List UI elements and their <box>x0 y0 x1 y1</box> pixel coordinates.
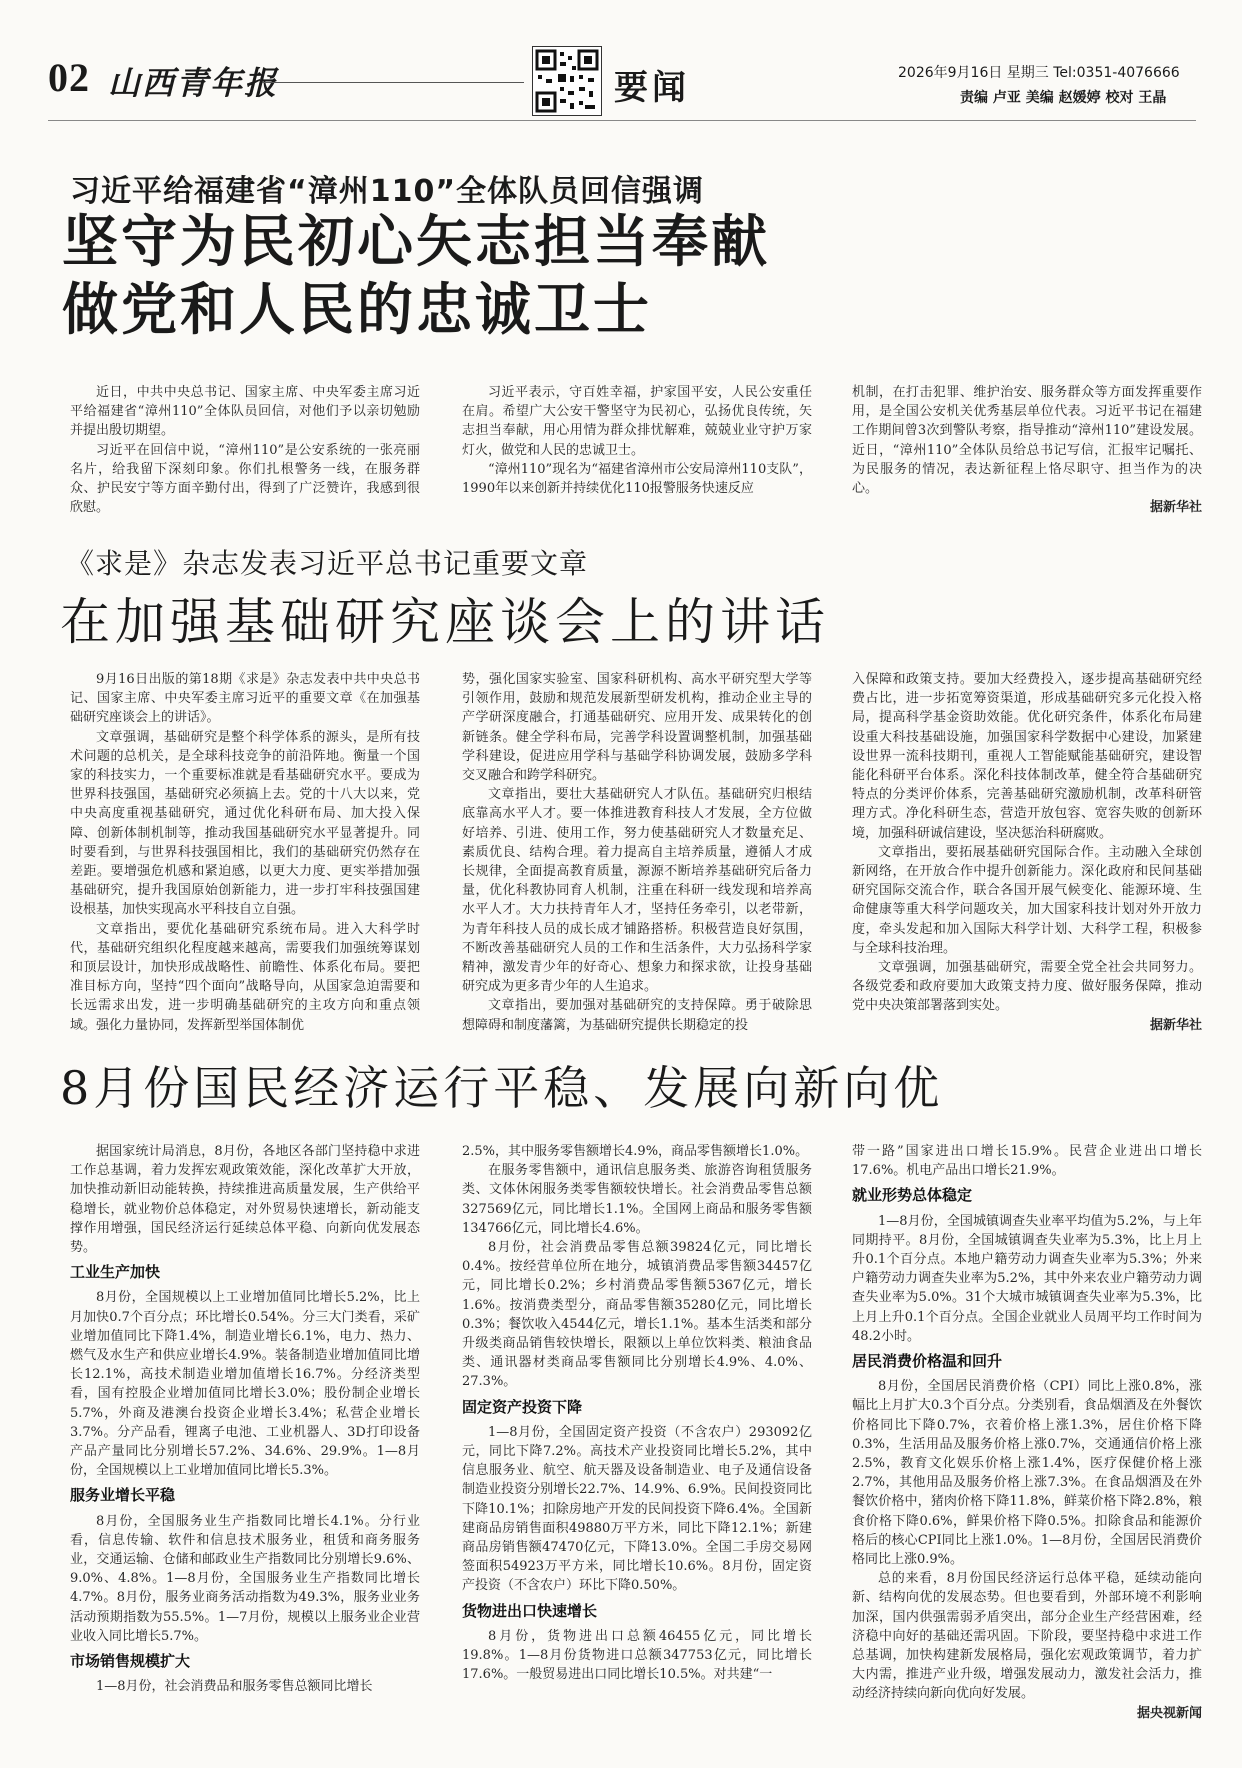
paragraph: 1—8月份，社会消费品和服务零售总额同比增长 <box>96 1679 373 1695</box>
date-phone-line: 2026年9月16日 星期三 Tel:0351-4076666 <box>898 65 1180 81</box>
paragraph: 2.5%，其中服务零售额增长4.9%，商品零售额增长1.0%。 <box>462 1144 809 1159</box>
article1-column-1 <box>70 383 420 517</box>
subheading-trade: 货物进出口快速增长 <box>462 1601 598 1620</box>
paragraph: 1—8月份，全国城镇调查失业率平均值为5.2%，与上年同期持平。8月份，全国城镇调查失业率为5.3%，比上月上升0.1个百分点。本地户籍劳动力调查失业率为5.3%；外来户籍劳动力调查失业率为5.2%，其中外来农业户籍劳动力调查失业率为5.0%。31个大城市城镇调查失业率为5.3%，比上月上升0.1个百分点。全国企业就业人员周平均工作时间为48.2小时。 <box>852 1213 1202 1344</box>
article1-headline-line2: 做党和人民的忠诚卫士 <box>62 277 652 343</box>
paragraph: 文章指出，要加强对基础研究的支持保障。勇于破除思想障碍和制度藩篱，为基础研究提供长期稳定的投 <box>462 998 812 1033</box>
paragraph: 1—8月份，全国固定资产投资（不含农户）293092亿元，同比下降7.2%。高技术产业投资同比增长5.2%，其中信息服务业、航空、航天器及设备制造业、电子及通信设备制造业投资分别增长22.7%、14.9%、6.9%。民间投资同比下降10.1%；扣除房地产开发的民间投资下降6.4%。全国新建商品房销售面积49880万平方米，同比下降12.1%；新建商品房销售额47470亿元，下降13.0%。全国二手房交易网签面积54923万平方米，同比增长10.6%。8月份，固定资产投资（不含农户）环比下降0.50%。 <box>462 1424 812 1594</box>
paragraph: 8月份，全国服务业生产指数同比增长4.1%。分行业看，信息传输、软件和信息技术服务业，租赁和商务服务业，交通运输、仓储和邮政业生产指数同比分别增长9.6%、9.0%、4.8%。1—8月份，全国服务业生产指数同比增长4.7%。8月份，服务业商务活动指数为49.3%，服务业业务活动预期指数为55.5%。1—7月份，规模以上服务业企业营业收入同比增长5.7%。 <box>70 1513 420 1644</box>
article1-column-2 <box>462 383 812 498</box>
subheading-retail: 市场销售规模扩大 <box>70 1652 191 1671</box>
paragraph: 文章指出，要壮大基础研究人才队伍。基础研究归根结底靠高水平人才。要一体推进教育科技人才发展，全方位做好培养、引进、使用工作，努力使基础研究人才数量充足、素质优良、结构合理。着力提高自主培养质量，遵循人才成长规律，全面提高教育质量，源源不断培养基础研究后备力量，优化科教协同育人机制，注重在科研一线发现和培养高水平人才。大力扶持青年人才，坚持任务牵引，以老带新，为青年科技人员的成长成才铺路搭桥。积极营造良好氛围，不断改善基础研究人员的工作和生活条件，大力弘扬科学家精神，激发青少年的好奇心、想象力和探求欲，让投身基础研究成为更多青少年的人生追求。 <box>462 787 812 995</box>
paragraph: 文章强调，加强基础研究，需要全党全社会共同努力。各级党委和政府要加大政策支持力度、做好服务保障，推动党中央决策部署落到实处。 <box>852 960 1202 1014</box>
subheading-prices: 居民消费价格温和回升 <box>852 1352 1003 1371</box>
article1-headline <box>62 208 770 344</box>
paragraph: 8月份，社会消费品零售总额39824亿元，同比增长0.4%。按经营单位所在地分，城镇消费品零售额34457亿元，同比增长0.2%；乡村消费品零售额5367亿元，增长1.6%。按消费类型分，商品零售额35280亿元，同比增长0.3%；餐饮收入4544亿元，增长1.1%。基本生活类和部分升级类商品销售较快增长，限额以上单位饮料类、粮油食品类、通讯器材类商品零售额同比分别增长4.9%、4.0%、27.3%。 <box>462 1240 812 1390</box>
article1-column-3 <box>852 383 1202 517</box>
paragraph: 9月16日出版的第18期《求是》杂志发表中共中央总书记、国家主席、中央军委主席习近平的重要文章《在加强基础研究座谈会上的讲话》。 <box>70 672 420 726</box>
paragraph: 近日，中共中央总书记、国家主席、中央军委主席习近平给福建省“漳州110”全体队员回信，对他们予以亲切勉励并提出殷切期望。 <box>70 385 420 439</box>
article2-headline: 在加强基础研究座谈会上的讲话 <box>60 593 830 651</box>
paragraph: 势，强化国家实验室、国家科研机构、高水平研究型大学等引领作用，鼓励和规范发展新型研发机构，推动企业主导的产学研深度融合，打通基础研究、应用开发、成果转化的创新链条。健全学科布局，完善学科设置调整机制，加强基础学科建设，促进应用学科与基础学科协调发展，鼓励多学科交叉融合和跨学科研究。 <box>462 672 812 784</box>
subheading-services: 服务业增长平稳 <box>70 1486 176 1505</box>
paragraph: 8月份，全国居民消费价格（CPI）同比上涨0.8%，涨幅比上月扩大0.3个百分点。分类别看，食品烟酒及在外餐饮价格同比下降0.7%，衣着价格上涨1.3%，居住价格下降0.3%，生活用品及服务价格上涨0.7%，交通通信价格上涨2.5%，教育文化娱乐价格上涨1.4%，医疗保健价格上涨2.7%，其他用品及服务价格上涨7.3%。在食品烟酒及在外餐饮价格中，猪肉价格下降11.8%，鲜菜价格下降2.8%，粮食价格下降0.6%，鲜果价格下降0.5%。扣除食品和能源价格后的核心CPI同比上涨1.0%。1—8月份，全国居民消费价格同比上涨0.9%。 <box>852 1379 1202 1568</box>
paragraph: 习近平在回信中说，“漳州110”是公安系统的一张亮丽名片，给我留下深刻印象。你们扎根警务一线，在服务群众、护民安宁等方面辛勤付出，得到了广泛赞许，我感到很欣慰。 <box>70 442 420 516</box>
article3-headline: 8月份国民经济运行平稳、发展向新向优 <box>60 1061 944 1115</box>
paper-logo: 山西青年报 <box>108 64 279 102</box>
paragraph: 入保障和政策支持。要加大经费投入，逐步提高基础研究经费占比，进一步拓宽筹资渠道，形成基础研究多元化投入格局，提高科学基金资助效能。优化研究条件，体系化布局建设重大科技基础设施，加强国家科学数据中心建设，加紧建设世界一流科技期刊，重视人工智能赋能基础研究，建设智能化科研平台体系。深化科技体制改革，健全符合基础研究特点的分类评价体系，完善基础研究激励机制，改革科研管理方式。净化科研生态，营造开放包容、宽容失败的创新环境，加强科研诚信建设，坚决惩治科研腐败。 <box>852 672 1202 841</box>
paragraph: 习近平表示，守百姓幸福，护家国平安，人民公安重任在肩。希望广大公安干警坚守为民初心，弘扬优良传统，矢志担当奉献，用心用情为群众排忧解难，兢兢业业守护万家灯火，做党和人民的忠诚卫士。 <box>462 385 812 458</box>
masthead-divider <box>48 120 1196 121</box>
section-title: 要闻 <box>614 68 690 108</box>
article2-column-2 <box>462 670 812 1035</box>
article1-source: 据新华社 <box>1149 500 1202 516</box>
qr-code-icon <box>532 46 602 116</box>
article2-kicker: 《求是》杂志发表习近平总书记重要文章 <box>66 547 589 580</box>
subheading-investment: 固定资产投资下降 <box>462 1397 583 1416</box>
page-number: 02 <box>48 55 90 100</box>
article2-column-1 <box>70 670 420 1035</box>
paragraph: 机制，在打击犯罪、维护治安、服务群众等方面发挥重要作用，是全国公安机关优秀基层单位代表。习近平书记在福建工作期间曾3次到警队考察，指导推动“漳州110”建设发展。近日，“漳州110”全体队员给总书记写信，汇报牢记嘱托、为民服务的情况，表达新征程上恪尽职守、担当作为的决心。 <box>852 385 1202 497</box>
article3-column-2 <box>462 1142 812 1684</box>
paragraph: 总的来看，8月份国民经济运行总体平稳，延续动能向新、结构向优的发展态势。但也要看到，外部环境不利影响加深，国内供强需弱矛盾突出，部分企业生产经营困难，经济稳中向好的基础还需巩固。下阶段，要坚持稳中求进工作总基调，加快构建新发展格局，强化宏观政策调节，着力扩大内需，推进产业升级，增强发展动力，激发社会活力，推动经济持续向新向优向好发展。 <box>852 1571 1202 1702</box>
paragraph: 在服务零售额中，通讯信息服务类、旅游咨询租赁服务类、文体休闲服务类零售额较快增长。社会消费品零售总额327569亿元，同比增长1.1%。全国网上商品和服务零售额134766亿元，同比增长4.6%。 <box>462 1163 812 1236</box>
article3-column-1 <box>70 1142 420 1696</box>
article1-headline-line1: 坚守为民初心矢志担当奉献 <box>62 209 770 275</box>
masthead-rule-left <box>262 82 524 83</box>
paragraph: 带一路”国家进出口增长15.9%。民营企业进出口增长17.6%。机电产品出口增长21.9%。 <box>852 1144 1202 1179</box>
article1-kicker: 习近平给福建省“漳州110”全体队员回信强调 <box>70 174 705 209</box>
article2-source: 据新华社 <box>1149 1017 1202 1033</box>
article3-source: 据央视新闻 <box>1136 1705 1202 1721</box>
article3-column-3 <box>852 1142 1202 1723</box>
subheading-employment: 就业形势总体稳定 <box>852 1186 973 1205</box>
editors-line: 责编 卢亚 美编 赵媛婷 校对 王晶 <box>960 90 1167 106</box>
paragraph: 文章强调，基础研究是整个科学体系的源头，是所有技术问题的总机关，是全球科技竞争的前沿阵地。衡量一个国家的科技实力，一个重要标准就是看基础研究水平。要成为世界科技强国，基础研究必须搞上去。党的十八大以来，党中央高度重视基础研究，通过优化科研布局、加大投入保障、创新体制机制等，推动我国基础研究水平显著提升。同时要看到，与世界科技强国相比，我们的基础研究仍然存在差距。要增强危机感和紧迫感，以更大力度、更实举措加强基础研究，提升我国原始创新能力，进一步打牢科技强国建设根基，加快实现高水平科技自立自强。 <box>70 729 420 918</box>
paragraph: 据国家统计局消息，8月份，各地区各部门坚持稳中求进工作总基调，着力发挥宏观政策效能，深化改革扩大开放，加快推动新旧动能转换，持续推进高质量发展，生产供给平稳增长，就业物价总体稳定，对外贸易快速增长，新动能支撑作用增强，国民经济运行延续总体平稳、向新向优发展态势。 <box>70 1144 420 1256</box>
paragraph: 8月份，货物进出口总额46455亿元，同比增长19.8%。1—8月份货物进口总额347753亿元，同比增长17.6%。一般贸易进出口同比增长10.5%。对共建“一 <box>462 1628 812 1683</box>
paragraph: 文章指出，要优化基础研究系统布局。进入大科学时代，基础研究组织化程度越来越高，需要我们加强统筹谋划和顶层设计，加快形成战略性、前瞻性、体系化布局。要把准目标方向，坚持“四个面向”战略导向，从国家急迫需要和长远需求出发，进一步明确基础研究的主攻方向和重点领域。强化力量协同，发挥新型举国体制优 <box>70 921 420 1033</box>
subheading-industry: 工业生产加快 <box>70 1263 161 1282</box>
article2-column-3 <box>852 670 1202 1035</box>
paragraph: 文章指出，要拓展基础研究国际合作。主动融入全球创新网络，在开放合作中提升创新能力。深化政府和民间基础研究国际交流合作，联合各国开展气候变化、能源环境、生命健康等重大科学问题攻关，加大国家科技计划对外开放力度，牵头发起和加入国际大科学计划、大科学工程，积极参与全球科技治理。 <box>852 844 1202 956</box>
paragraph: 8月份，全国规模以上工业增加值同比增长5.2%，比上月加快0.7个百分点；环比增长0.54%。分三大门类看，采矿业增加值同比下降1.4%，制造业增长6.1%，电力、热力、燃气及水生产和供应业增长4.9%。装备制造业增加值同比增长12.1%，高技术制造业增加值增长16.7%。分经济类型看，国有控股企业增加值同比增长3.0%；股份制企业增长5.7%，外商及港澳台投资企业增长3.4%；私营企业增长3.7%。分产品看，锂离子电池、工业机器人、3D打印设备产品产量同比分别增长57.2%、34.6%、29.9%。1—8月份，全国规模以上工业增加值同比增长5.3%。 <box>70 1290 420 1479</box>
paragraph: “漳州110”现名为“福建省漳州市公安局漳州110支队”，1990年以来创新并持续优化110报警服务快速反应 <box>462 461 812 497</box>
